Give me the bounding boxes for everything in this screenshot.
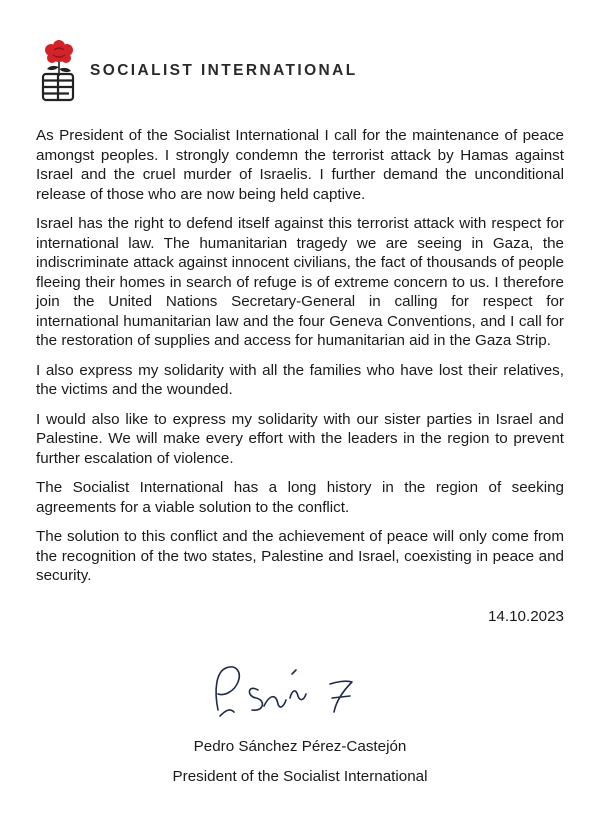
letter-body xyxy=(36,126,564,596)
fist-and-rose-icon xyxy=(36,40,82,102)
signer-title: President of the Socialist International xyxy=(172,768,428,785)
paragraph: I also express my solidarity with all the families who have lost their relatives, the victims and the wounded. xyxy=(36,361,564,398)
signer-name: Pedro Sánchez Pérez-Castejón xyxy=(193,738,407,755)
letterhead xyxy=(36,40,358,102)
paragraph: The Socialist International has a long history in the region of seeking agreements for a viable solution to the conflict. xyxy=(36,479,564,516)
organization-name: SOCIALIST INTERNATIONAL xyxy=(90,62,358,79)
letter-date: 14.10.2023 xyxy=(487,608,564,625)
paragraph: I would also like to express my solidarity with our sister parties in Israel and Palestine. We will make every effort with the leaders in the region to prevent further escalation of violence. xyxy=(36,410,564,467)
handwritten-signature-icon xyxy=(200,650,380,730)
paragraph: The solution to this conflict and the achievement of peace will only come from the recognition of the two states, Palestine and Israel, coexisting in peace and security. xyxy=(36,528,564,584)
paragraph: As President of the Socialist International I call for the maintenance of peace amongst peoples. I strongly condemn the terrorist attack by Hamas against Israel and the cruel murder of Israelis. I further demand the unconditional release of those who are now being held captive. xyxy=(36,127,564,203)
paragraph: Israel has the right to defend itself against this terrorist attack with respect for international law. The humanitarian tragedy we are seeing in Gaza, the indiscriminate attack against innocent civilians, the fact of thousands of people fleeing their homes in search of refuge is of extreme concern to us. I therefore join the United Nations Secretary-General in calling for respect for international humanitarian law and the four Geneva Conventions, and I call for the restoration of supplies and access for humanitarian aid in the Gaza Strip. xyxy=(36,215,564,349)
